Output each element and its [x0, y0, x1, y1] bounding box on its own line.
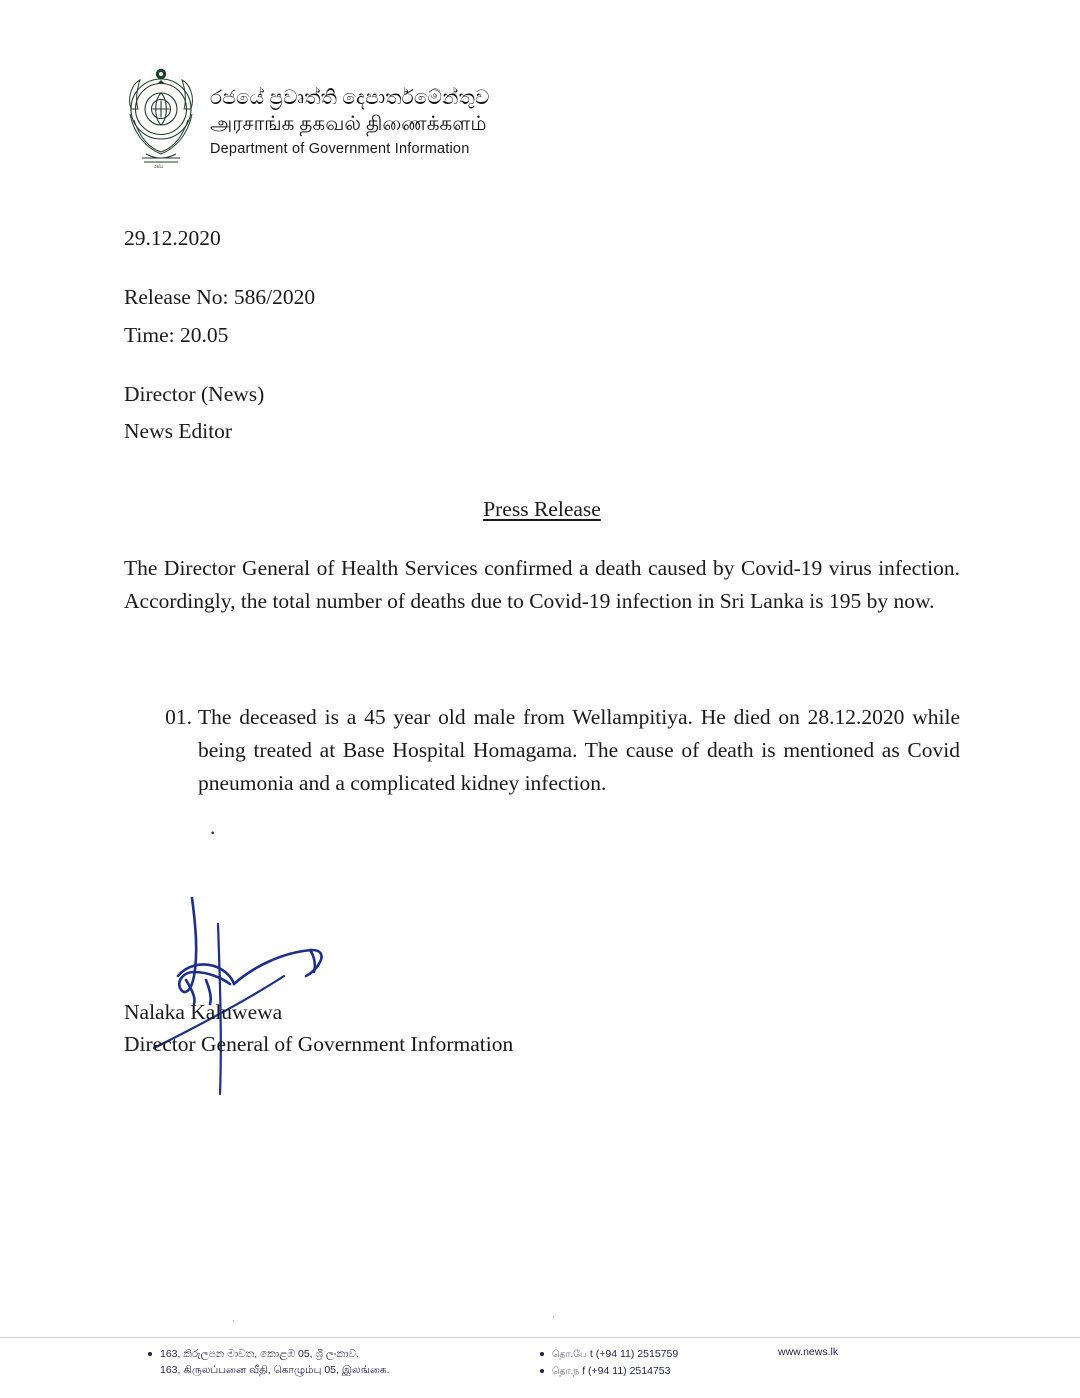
footer-address-sinhala: 163, කිරුලපන මාවත, කොළඹ 05, ශ්‍රී ලංකාව.: [148, 1346, 390, 1362]
footer-address: [148, 1346, 390, 1379]
release-time: Time: 20.05: [124, 322, 229, 347]
footer-phone-prefix-tamil-1: தொ.பே: [552, 1349, 587, 1360]
signatory-name: Nalaka Kaluwewa: [124, 1000, 283, 1024]
footer-address-tamil: 163, கிருலப்பனை வீதி, கொழும்பு 05, இலங்கை.: [160, 1364, 390, 1377]
addressee-director-news: Director (News): [124, 381, 265, 406]
document-title: [124, 493, 960, 526]
footer-website[interactable]: www.news.lk: [778, 1346, 839, 1358]
org-name-sinhala: රජයේ ප්‍රවෘත්ති දෙපාර්තමේන්තුව: [210, 87, 490, 109]
list-item-number: 01.: [165, 705, 192, 730]
scan-artifact-left: ·: [232, 1316, 235, 1326]
handwritten-signature-icon: [134, 880, 554, 1115]
body-paragraph: The Director General of Health Services confirmed a death caused by Covid-19 virus infection. Accordingly, the total number of deaths due to Covid-19 infection in Sri Lanka is 195 by now.: [124, 555, 960, 613]
scan-artifact-center: ·: [552, 1312, 555, 1322]
footer-phone-label-1: t: [589, 1348, 593, 1360]
org-name-english: Department of Government Information: [210, 141, 470, 157]
footer-phones: [540, 1346, 678, 1379]
release-date: 29.12.2020: [124, 226, 221, 250]
footer-phone-row-1: [540, 1346, 678, 1363]
sri-lanka-national-emblem-icon: [124, 62, 198, 170]
footer-phone-1: (+94 11) 2515759: [595, 1348, 679, 1360]
document-body: [124, 222, 960, 845]
footer-phone-label-2: f: [582, 1364, 586, 1377]
stray-period-mark: .: [210, 815, 216, 840]
org-name-tamil: அரசாங்க தகவல் திணைக்களம்: [210, 113, 487, 135]
footer-phone-2: (+94 11) 2514753: [588, 1364, 671, 1377]
numbered-list: [124, 701, 960, 844]
footer: [0, 1337, 1080, 1390]
list-item-text: The deceased is a 45 year old male from Wellampitiya. He died on 28.12.2020 while being treated at Base Hospital Homagama. The cause of death is mentioned as Covid pneumonia and a complicated kidney infection.: [198, 705, 960, 795]
signatory-role: Director General of Government Information: [124, 1032, 514, 1056]
footer-phone-prefix-tamil-2: தொ.ந: [552, 1365, 580, 1377]
svg-text:රජය: රජය: [154, 164, 163, 169]
list-item: [148, 701, 960, 799]
addressee-news-editor: News Editor: [124, 419, 233, 444]
document-title-text: Press Release: [483, 496, 601, 521]
letterhead: [124, 62, 490, 170]
footer-phone-row-2: [540, 1363, 678, 1380]
release-number: Release No: 586/2020: [124, 285, 316, 310]
signature-block: [124, 880, 624, 1110]
